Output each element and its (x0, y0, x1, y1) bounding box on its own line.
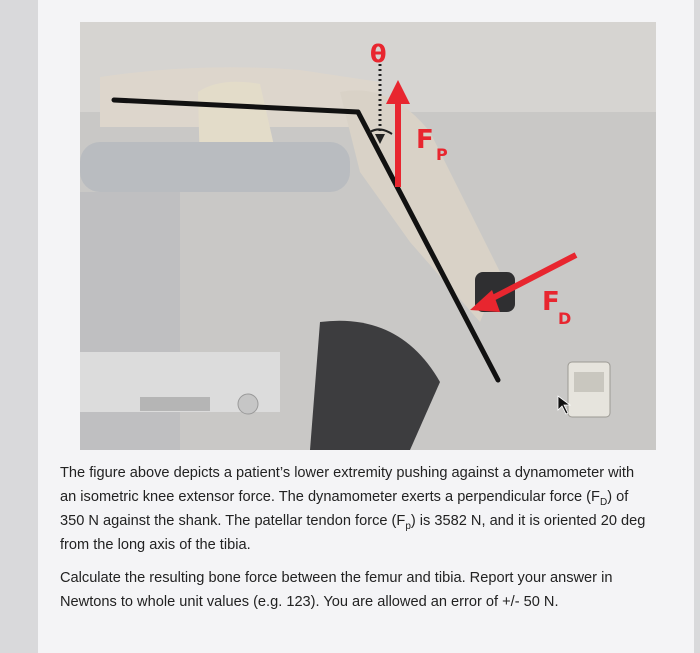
line3-tail: ) is 3582 N, and it is oriented 20 deg (410, 513, 646, 529)
force-p-subscript: P (436, 145, 448, 164)
problem-question (60, 566, 680, 614)
question-line-2: Newtons to whole unit values (e.g. 123). You are allowed an error of +/- 50 N. (60, 594, 559, 610)
line2-tail: ) of (607, 489, 629, 505)
table-pad (80, 142, 350, 192)
line3-subscript: p (405, 520, 411, 532)
description-line-3 (60, 509, 680, 533)
angle-label: θ (370, 40, 387, 68)
line2-text: an isometric knee extensor force. The dynamometer exerts a perpendicular force (F (60, 489, 600, 505)
description-line-4: from the long axis of the tibia. (60, 537, 251, 553)
force-p-label: F (416, 125, 434, 155)
knee-dynamometer-figure (80, 22, 656, 450)
description-line-1: The figure above depicts a patient’s lower extremity pushing against a dynamometer with (60, 465, 635, 481)
machine-knob (238, 394, 258, 414)
force-d-subscript: D (558, 309, 572, 328)
figure-svg (80, 22, 656, 450)
line2-subscript: D (599, 496, 608, 508)
problem-description (60, 461, 680, 557)
force-d-label: F (542, 287, 560, 317)
display-screen (574, 372, 604, 392)
description-line-2 (60, 485, 680, 509)
question-line-1: Calculate the resulting bone force between the femur and tibia. Report your answer in (60, 570, 613, 586)
line3-text: 350 N against the shank. The patellar tendon force (F (60, 513, 406, 529)
machine-panel (140, 397, 210, 411)
